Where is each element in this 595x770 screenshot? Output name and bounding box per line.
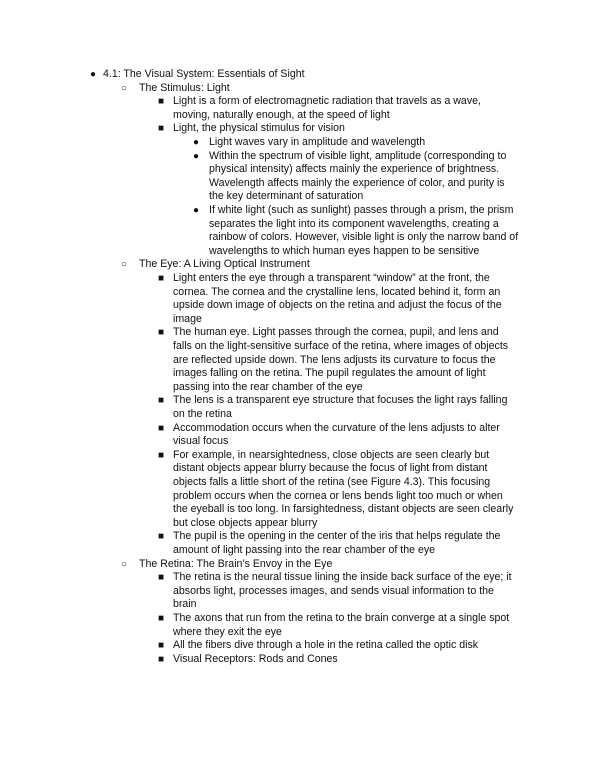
item-text-line: absorbs light, processes images, and sends visual information to the (173, 584, 494, 597)
item-text-line: brain (173, 598, 197, 611)
item-bullet: ■ (158, 395, 165, 407)
item-bullet: ■ (158, 422, 165, 434)
section-heading: The Stimulus: Light (139, 81, 230, 94)
item-bullet: ■ (158, 273, 165, 284)
subitem-bullet: ● (193, 150, 200, 162)
subitem-text-line: Wavelength affects mainly the experience of color, and purity is (209, 176, 505, 189)
subitem-text-line: Within the spectrum of visible light, amplitude (corresponding to (209, 149, 507, 162)
item-text-line: For example, in nearsightedness, close objects are seen clearly but (173, 448, 490, 461)
subitem-text-line: If white light (such as sunlight) passes through a prism, the prism (209, 204, 514, 216)
item-text-line: the eyeball is too long. In farsightedness, distant objects are seen clearly (173, 503, 514, 516)
item-text-line: passing into the rear chamber of the eye (173, 380, 363, 393)
subitem-bullet: ● (193, 205, 200, 216)
subitem-bullet: ● (193, 137, 200, 148)
item-text-line: Light enters the eye through a transparent “window” at the front, the (173, 272, 490, 284)
item-text-line: image (173, 312, 202, 325)
subitem-text-line: the key determinant of saturation (209, 190, 364, 203)
subitem-text-line: physical intensity) affects mainly the experience of brightness. (209, 163, 500, 176)
outline-title: 4.1: The Visual System: Essentials of Sight (103, 68, 305, 80)
item-text-line: Visual Receptors: Rods and Cones (173, 652, 338, 665)
item-bullet: ■ (158, 449, 165, 461)
item-text-line: Light is a form of electromagnetic radiation that travels as a wave, (173, 95, 481, 108)
item-text-line: amount of light passing into the rear chamber of the eye (173, 544, 436, 556)
item-text-line: The lens is a transparent eye structure that focuses the light rays falling (173, 394, 508, 407)
item-text-line: The axons that run from the retina to the brain converge at a single spot (173, 612, 510, 624)
title-bullet: ● (90, 69, 97, 80)
item-text-line: The human eye. Light passes through the cornea, pupil, and lens and (173, 326, 499, 339)
item-bullet: ■ (158, 96, 165, 108)
item-text-line: images falling on the retina. The pupil regulates the amount of light (173, 367, 486, 380)
item-text-line: moving, naturally enough, at the speed of light (173, 108, 390, 121)
item-text-line: upside down image of objects on the retina and adjust the focus of the (173, 299, 502, 312)
item-text-line: distant objects appear blurry because the focus of light from distant (173, 462, 488, 475)
item-text-line: Light, the physical stimulus for vision (173, 122, 345, 135)
item-text-line: are reflected upside down. The lens adjusts its curvature to focus the (173, 353, 496, 366)
item-bullet: ■ (158, 123, 165, 135)
item-bullet: ■ (158, 531, 165, 543)
item-text-line: problem occurs when the cornea or lens bends light too much or when (173, 489, 503, 502)
item-text-line: Accommodation occurs when the curvature of the lens adjusts to alter (173, 421, 500, 434)
item-bullet: ■ (158, 653, 165, 665)
subitem-text-line: Light waves vary in amplitude and wavelength (209, 136, 426, 148)
item-bullet: ■ (158, 572, 165, 584)
subitem-text-line: rainbow of colors. However, visible light is only the narrow band of (209, 231, 519, 244)
item-text-line: visual focus (173, 435, 229, 448)
item-text-line: but close objects appear blurry (173, 516, 318, 529)
section-heading: The Retina: The Brain’s Envoy in the Eye (139, 557, 333, 570)
section-heading: The Eye: A Living Optical Instrument (139, 258, 310, 271)
item-text-line: where they exit the eye (173, 625, 282, 638)
item-text-line: The retina is the neural tissue lining the inside back surface of the eye; it (173, 571, 512, 584)
item-bullet: ■ (158, 640, 165, 652)
item-text-line: falls on the light-sensitive surface of the retina, where images of objects (173, 340, 509, 352)
item-text-line: All the fibers dive through a hole in the retina called the optic disk (173, 639, 479, 652)
subitem-text-line: separates the light into its component wavelengths, creating a (209, 217, 499, 230)
item-bullet: ■ (158, 327, 165, 339)
item-text-line: cornea. The cornea and the crystalline lens, located behind it, form an (173, 285, 501, 298)
subitem-text-line: wavelengths to which human eyes happen to be sensitive (209, 244, 480, 257)
section-bullet: ○ (121, 558, 128, 570)
section-bullet: ○ (121, 82, 128, 94)
item-text-line: on the retina (173, 408, 232, 420)
item-text-line: The pupil is the opening in the center of the iris that helps regulate the (173, 530, 501, 543)
item-bullet: ■ (158, 613, 165, 624)
section-bullet: ○ (121, 259, 128, 271)
item-text-line: objects falls a little short of the retina (see Figure 4.3). This focusing (173, 476, 491, 488)
